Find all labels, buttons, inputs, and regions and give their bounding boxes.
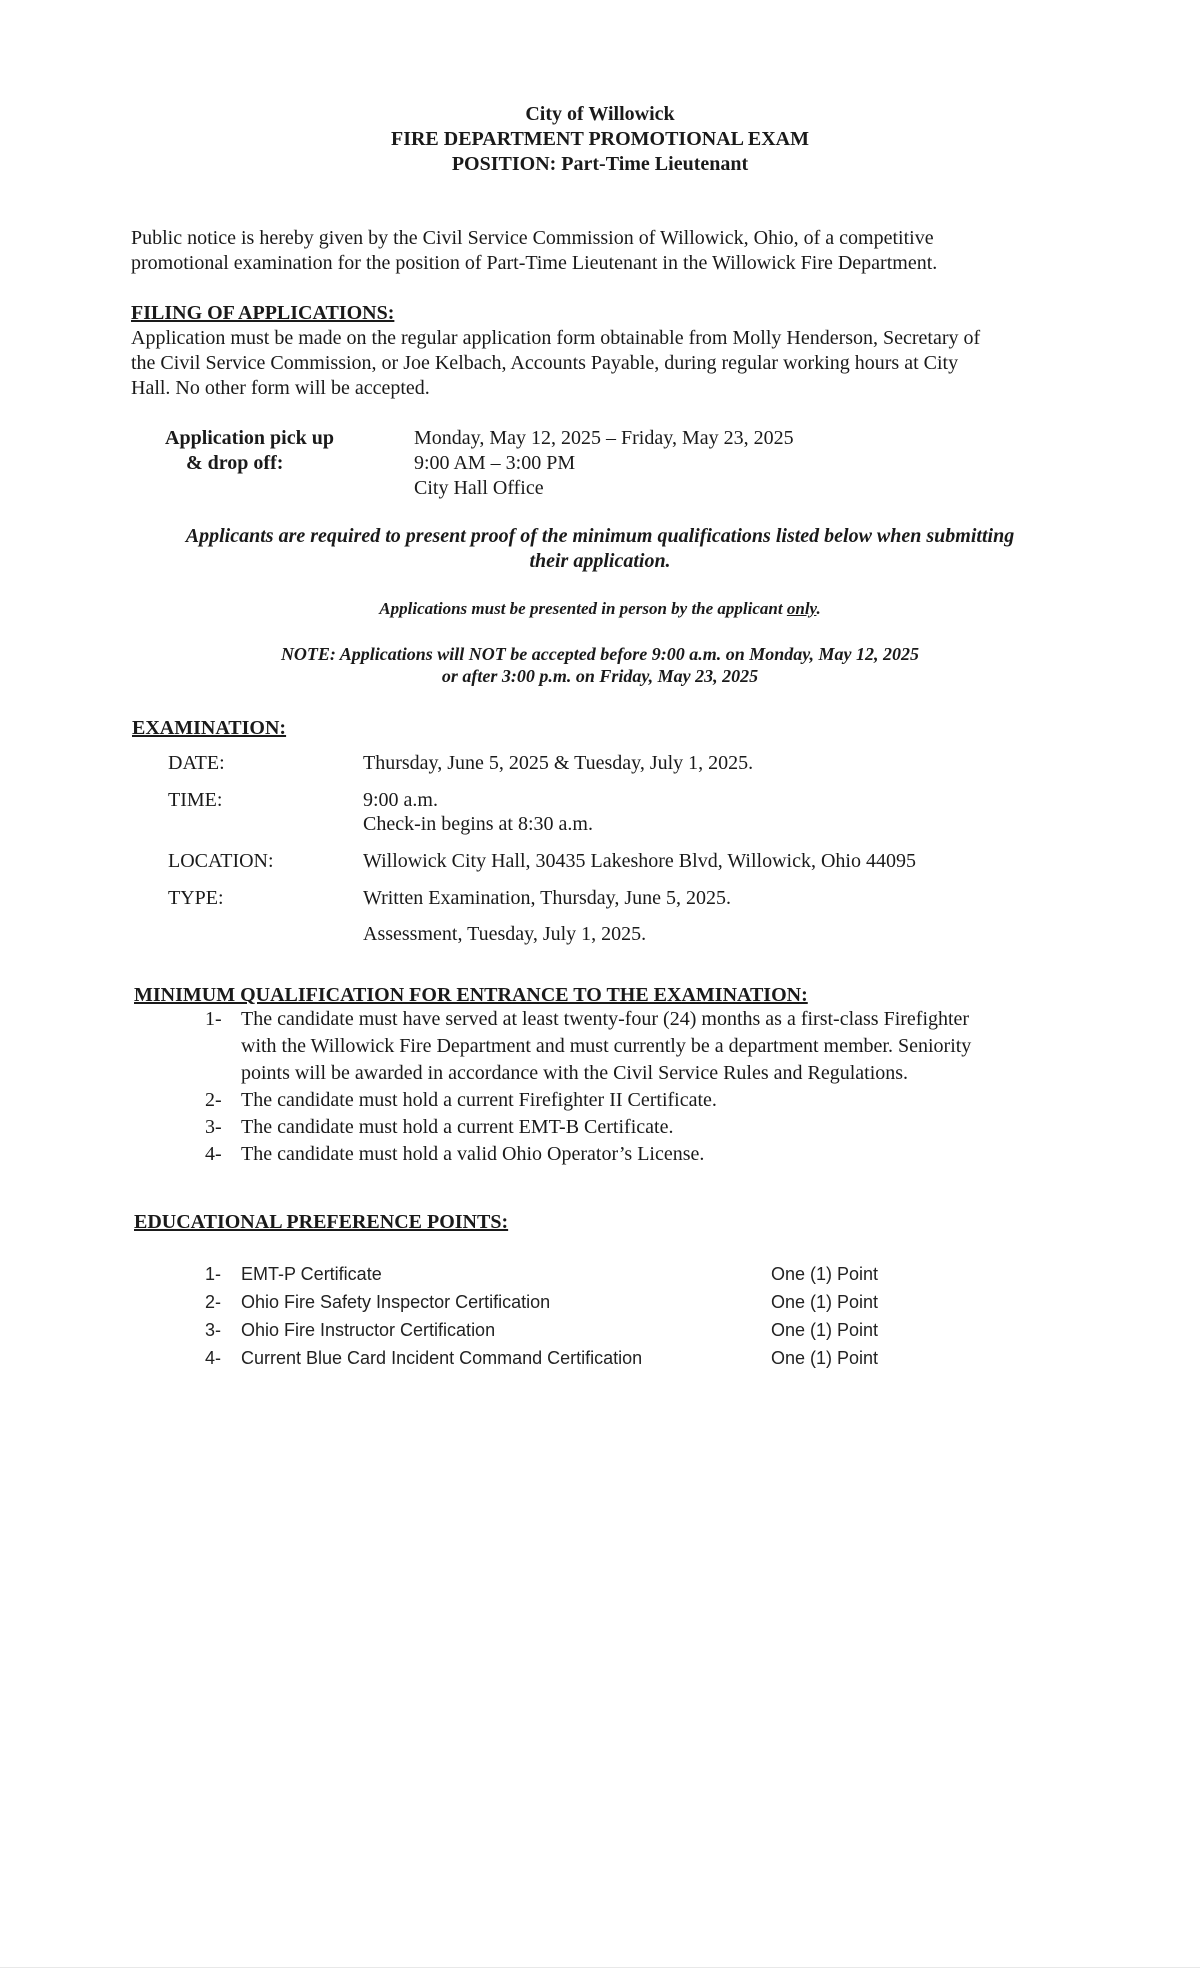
education-number: 4- [205, 1348, 222, 1368]
filing-heading: FILING OF APPLICATIONS: [131, 302, 395, 324]
exam-checkin: Check-in begins at 8:30 a.m. [363, 813, 593, 835]
exam-type-written: Written Examination, Thursday, June 5, 2025. [363, 887, 732, 909]
education-item-points: One (1) Point [771, 1292, 879, 1312]
exam-location-value: Willowick City Hall, 30435 Lakeshore Blvd, Willowick, Ohio 44095 [363, 850, 916, 872]
qualification-number: 3- [205, 1116, 222, 1138]
scan-edge-line [0, 1967, 1200, 1968]
education-item-name: Current Blue Card Incident Command Certification [241, 1348, 643, 1368]
exam-location-label: LOCATION: [168, 850, 274, 872]
qualification-number: 2- [205, 1089, 222, 1111]
qualification-number: 1- [205, 1008, 222, 1030]
qualifications-heading: MINIMUM QUALIFICATION FOR ENTRANCE TO THE EXAMINATION: [134, 984, 808, 1006]
in-person-emphasis: only [786, 599, 817, 618]
qualification-line: points will be awarded in accordance with the Civil Service Rules and Regulations. [241, 1062, 909, 1084]
education-item-points: One (1) Point [771, 1264, 879, 1284]
pickup-dates: Monday, May 12, 2025 – Friday, May 23, 2025 [414, 427, 794, 449]
education-item-points: One (1) Point [771, 1348, 879, 1368]
filing-line-1: Application must be made on the regular application form obtainable from Molly Henderson, Secretary of [131, 327, 981, 349]
qualification-line: with the Willowick Fire Department and must currently be a department member. Seniority [241, 1035, 972, 1057]
note-line-1: NOTE: Applications will NOT be accepted before 9:00 a.m. on Monday, May 12, 2025 [280, 644, 920, 664]
exam-type-label: TYPE: [168, 887, 224, 909]
proof-notice-line-1: Applicants are required to present proof of the minimum qualifications listed below when submitting [185, 525, 1015, 547]
filing-line-3: Hall. No other form will be accepted. [131, 377, 430, 399]
education-number: 3- [205, 1320, 222, 1340]
education-item-name: EMT-P Certificate [241, 1264, 382, 1284]
qualification-line: The candidate must have served at least twenty-four (24) months as a first-class Firefighter [241, 1008, 970, 1030]
exam-time-value: 9:00 a.m. [363, 789, 438, 811]
in-person-text: Applications must be presented in person by the applicant [379, 599, 787, 618]
education-heading: EDUCATIONAL PREFERENCE POINTS: [134, 1211, 509, 1233]
education-item-points: One (1) Point [771, 1320, 879, 1340]
header-city: City of Willowick [525, 103, 675, 125]
pickup-label-1: Application pick up [165, 427, 334, 449]
education-item-name: Ohio Fire Instructor Certification [241, 1320, 496, 1340]
in-person-notice [0, 598, 1200, 620]
pickup-hours: 9:00 AM – 3:00 PM [414, 452, 576, 474]
header-exam-title: FIRE DEPARTMENT PROMOTIONAL EXAM [390, 128, 810, 150]
header-position: POSITION: Part-Time Lieutenant [451, 153, 749, 175]
exam-date-value: Thursday, June 5, 2025 & Tuesday, July 1, 2025. [363, 752, 754, 774]
education-number: 2- [205, 1292, 222, 1312]
exam-time-label: TIME: [168, 789, 223, 811]
exam-type-assessment: Assessment, Tuesday, July 1, 2025. [363, 923, 647, 945]
education-item-name: Ohio Fire Safety Inspector Certification [241, 1292, 551, 1312]
intro-line-1: Public notice is hereby given by the Civil Service Commission of Willowick, Ohio, of a competitive [131, 227, 934, 249]
note-line-2: or after 3:00 p.m. on Friday, May 23, 2025 [441, 666, 759, 686]
qualification-line: The candidate must hold a current Firefighter II Certificate. [241, 1089, 717, 1111]
qualification-number: 4- [205, 1143, 222, 1165]
filing-line-2: the Civil Service Commission, or Joe Kelbach, Accounts Payable, during regular working hours at City [131, 352, 959, 374]
qualification-line: The candidate must hold a current EMT-B Certificate. [241, 1116, 674, 1138]
proof-notice-line-2: their application. [529, 550, 671, 572]
examination-heading: EXAMINATION: [132, 717, 287, 739]
pickup-location: City Hall Office [414, 477, 544, 499]
exam-date-label: DATE: [168, 752, 225, 774]
in-person-end: . [816, 599, 821, 618]
education-number: 1- [205, 1264, 222, 1284]
qualification-line: The candidate must hold a valid Ohio Operator’s License. [241, 1143, 705, 1165]
intro-line-2: promotional examination for the position of Part-Time Lieutenant in the Willowick Fire Department. [131, 252, 938, 274]
pickup-label-2: & drop off: [186, 452, 284, 474]
